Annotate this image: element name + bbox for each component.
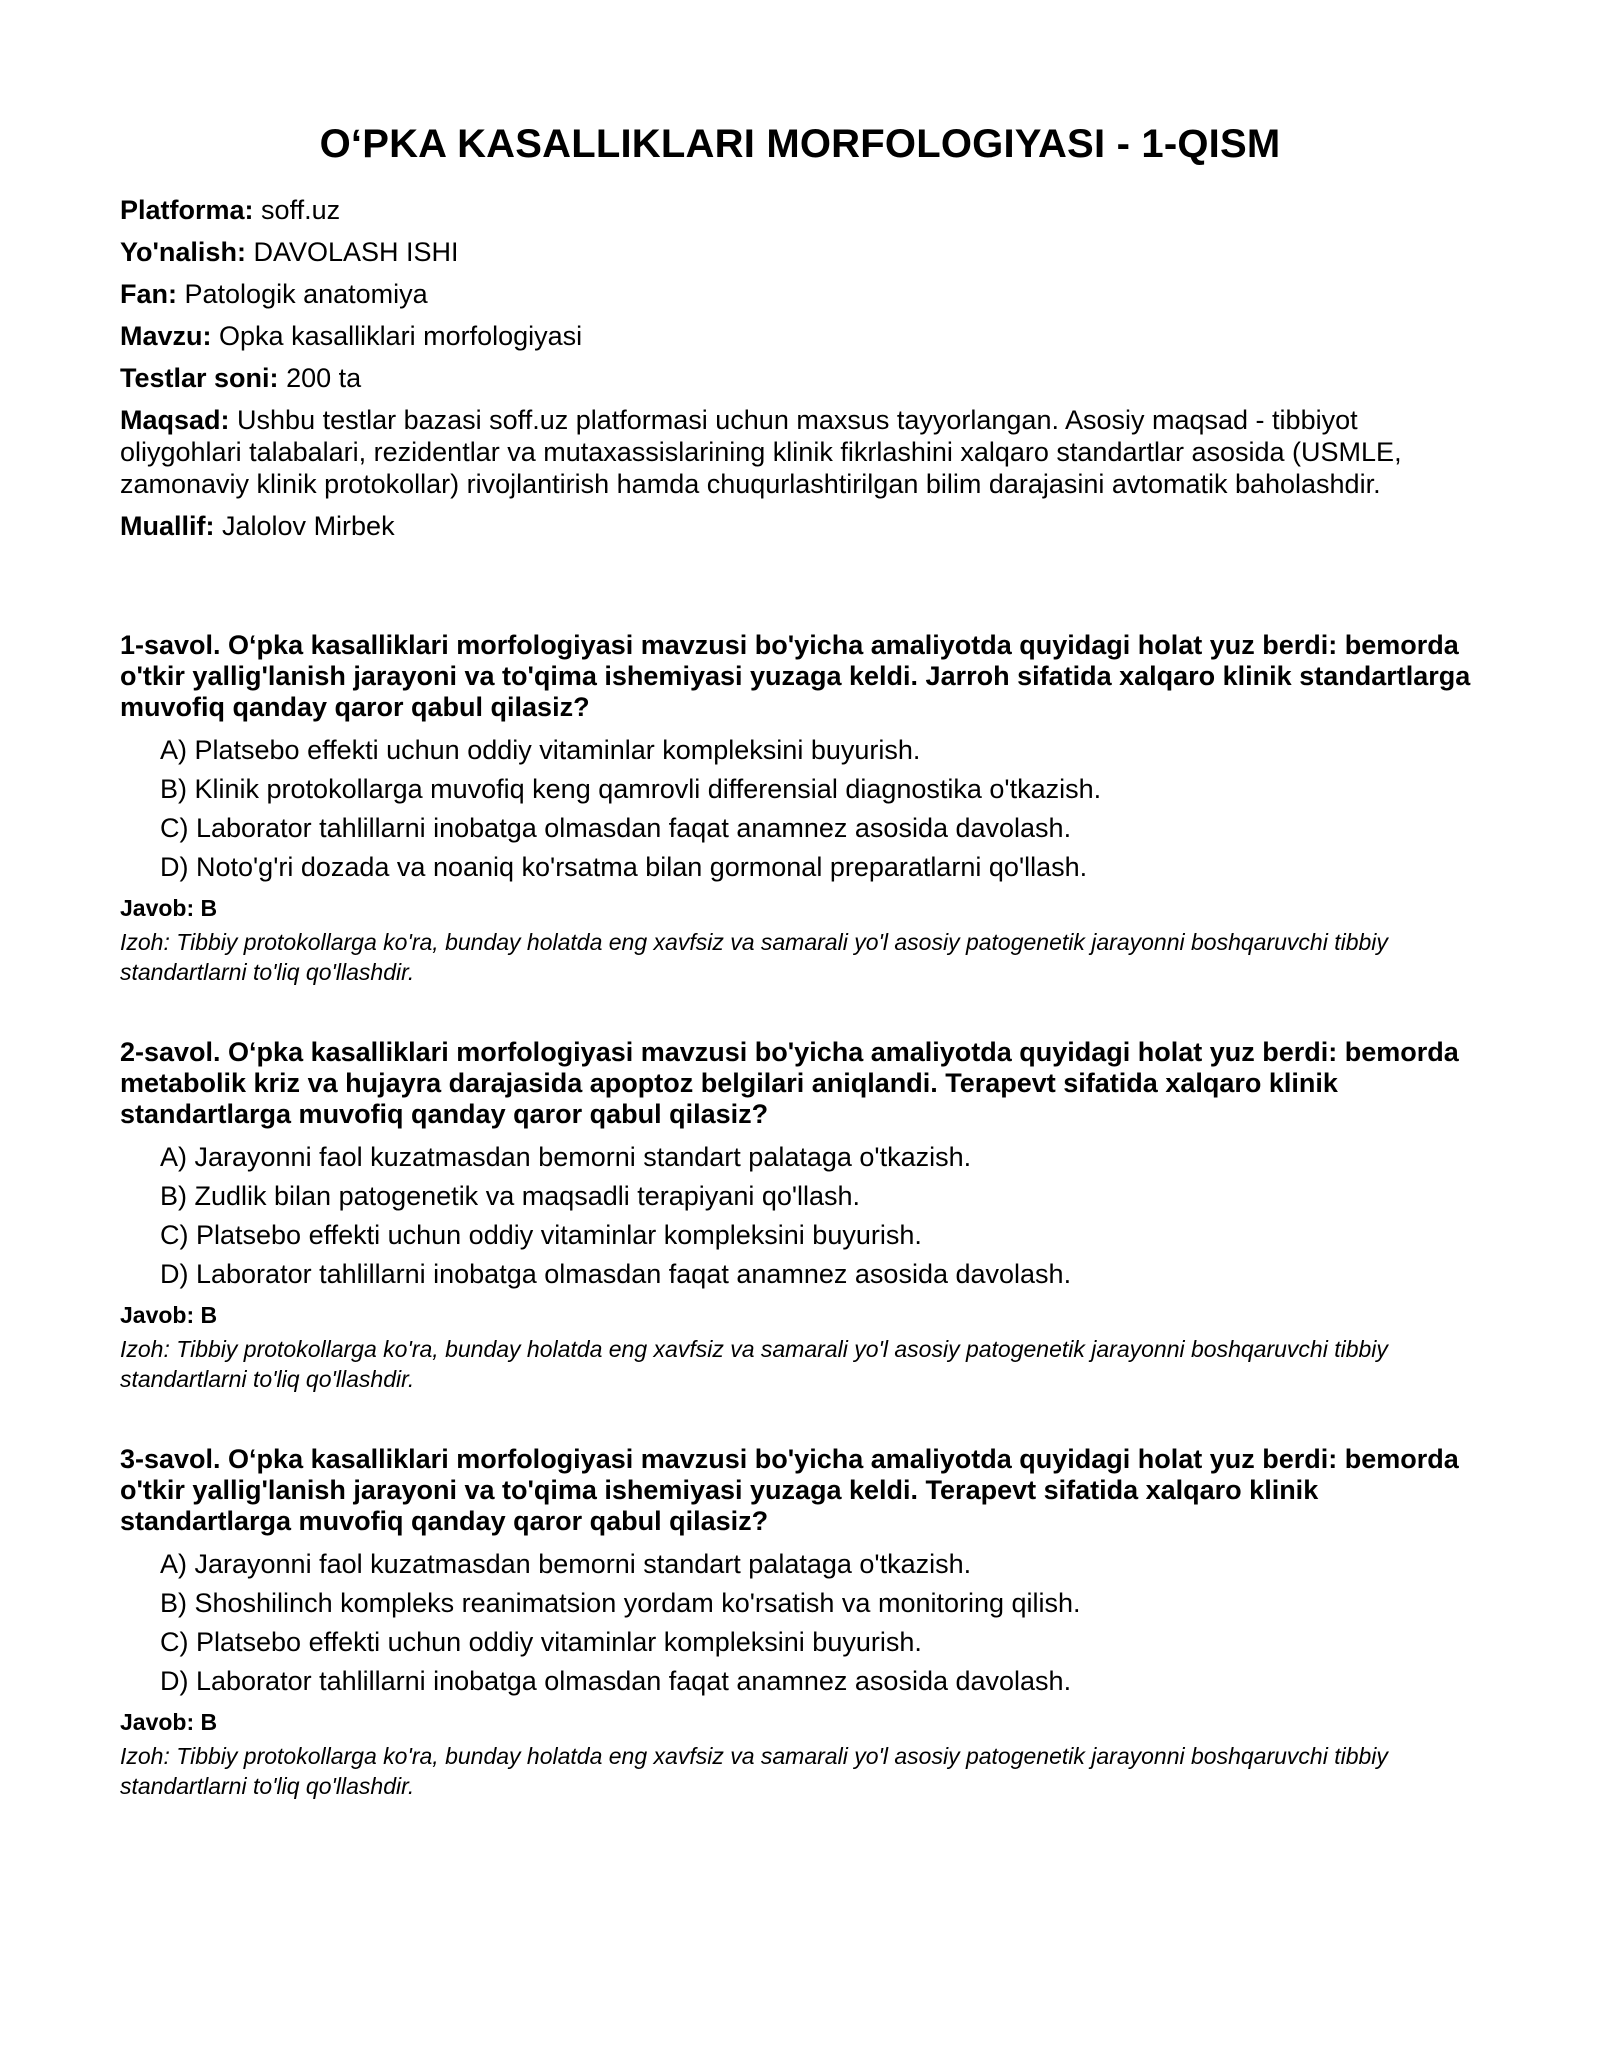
meta-platforma xyxy=(120,194,1480,226)
meta-fan xyxy=(120,278,1480,310)
question-block xyxy=(120,1037,1480,1394)
answer-option: D) Laborator tahlillarni inobatga olmasdan faqat anamnez asosida davolash. xyxy=(160,1666,1072,1696)
meta-key: Mavzu: xyxy=(120,321,212,351)
meta-key: Fan: xyxy=(120,279,177,309)
meta-key: Testlar soni: xyxy=(120,363,279,393)
meta-value: soff.uz xyxy=(261,195,341,225)
answer-option: C) Platsebo effekti uchun oddiy vitaminlar kompleksini buyurish. xyxy=(160,1220,922,1250)
meta-value: Opka kasalliklari morfologiyasi xyxy=(219,321,583,351)
question-block xyxy=(120,630,1480,987)
question-text: 1-savol. O‘pka kasalliklari morfologiyasi mavzusi bo'yicha amaliyotda quyidagi holat yuz berdi: bemorda o'tkir yallig'lanish jarayoni va to'qima ishemiyasi yuzaga keldi. Jarroh sifatida xalqaro klinik standartlarga muvofiq qanday qaror qabul qilasiz? xyxy=(120,630,1471,722)
correct-answer: Javob: B xyxy=(120,1302,218,1328)
question-text: 3-savol. O‘pka kasalliklari morfologiyasi mavzusi bo'yicha amaliyotda quyidagi holat yuz berdi: bemorda o'tkir yallig'lanish jarayoni va to'qima ishemiyasi yuzaga keldi. Terapevt sifatida xalqaro klinik standartlarga muvofiq qanday qaror qabul qilasiz? xyxy=(120,1444,1459,1536)
meta-key: Platforma: xyxy=(120,195,254,225)
explanation: Izoh: Tibbiy protokollarga ko'ra, bunday holatda eng xavfsiz va samarali yo'l asosiy patogenetik jarayonni boshqaruvchi tibbiy standartlarni to'liq qo'llashdir. xyxy=(120,929,1388,985)
meta-value: DAVOLASH ISHI xyxy=(253,237,459,267)
document-page xyxy=(120,118,1480,1801)
correct-answer: Javob: B xyxy=(120,895,218,921)
question-block xyxy=(120,1444,1480,1801)
document-title: O‘PKA KASALLIKLARI MORFOLOGIYASI - 1-QISM xyxy=(319,122,1281,166)
question-text: 2-savol. O‘pka kasalliklari morfologiyasi mavzusi bo'yicha amaliyotda quyidagi holat yuz berdi: bemorda metabolik kriz va hujayra darajasida apoptoz belgilari aniqlandi. Terapevt sifatida xalqaro klinik standartlarga muvofiq qanday qaror qabul qilasiz? xyxy=(120,1037,1459,1129)
explanation: Izoh: Tibbiy protokollarga ko'ra, bunday holatda eng xavfsiz va samarali yo'l asosiy patogenetik jarayonni boshqaruvchi tibbiy standartlarni to'liq qo'llashdir. xyxy=(120,1743,1388,1799)
answer-option: B) Zudlik bilan patogenetik va maqsadli terapiyani qo'llash. xyxy=(160,1181,861,1211)
answer-option: C) Platsebo effekti uchun oddiy vitaminlar kompleksini buyurish. xyxy=(160,1627,922,1657)
explanation: Izoh: Tibbiy protokollarga ko'ra, bunday holatda eng xavfsiz va samarali yo'l asosiy patogenetik jarayonni boshqaruvchi tibbiy standartlarni to'liq qo'llashdir. xyxy=(120,1336,1388,1392)
meta-value: Jalolov Mirbek xyxy=(222,511,395,541)
meta-key: Maqsad: xyxy=(120,405,230,435)
answer-option: B) Klinik protokollarga muvofiq keng qamrovli differensial diagnostika o'tkazish. xyxy=(160,774,1102,804)
meta-value: Ushbu testlar bazasi soff.uz platformasi uchun maxsus tayyorlangan. Asosiy maqsad - tibbiyot oliygohlari talabalari, rezidentlar va mutaxassislarining klinik fikrlashini xalqaro standartlar asosida (USMLE, zamonaviy klinik protokollar) rivojlantirish hamda chuqurlashtirilgan bilim darajasini avtomatik baholashdir. xyxy=(120,405,1402,499)
correct-answer: Javob: B xyxy=(120,1709,218,1735)
answer-option: A) Jarayonni faol kuzatmasdan bemorni standart palataga o'tkazish. xyxy=(160,1142,972,1172)
meta-maqsad xyxy=(120,404,1480,500)
answer-option: B) Shoshilinch kompleks reanimatsion yordam ko'rsatish va monitoring qilish. xyxy=(160,1588,1081,1618)
answer-option: A) Platsebo effekti uchun oddiy vitaminlar kompleksini buyurish. xyxy=(160,735,921,765)
meta-key: Yo'nalish: xyxy=(120,237,246,267)
meta-value: Patologik anatomiya xyxy=(184,279,428,309)
meta-key: Muallif: xyxy=(120,511,215,541)
answer-option: D) Laborator tahlillarni inobatga olmasdan faqat anamnez asosida davolash. xyxy=(160,1259,1072,1289)
meta-value: 200 ta xyxy=(286,363,362,393)
meta-mavzu xyxy=(120,320,1480,352)
meta-yonalish xyxy=(120,236,1480,268)
answer-option: C) Laborator tahlillarni inobatga olmasdan faqat anamnez asosida davolash. xyxy=(160,813,1072,843)
meta-muallif xyxy=(120,510,1480,542)
meta-testlar-soni xyxy=(120,362,1480,394)
metadata-block xyxy=(120,194,1480,542)
answer-option: A) Jarayonni faol kuzatmasdan bemorni standart palataga o'tkazish. xyxy=(160,1549,972,1579)
answer-option: D) Noto'g'ri dozada va noaniq ko'rsatma bilan gormonal preparatlarni qo'llash. xyxy=(160,852,1088,882)
